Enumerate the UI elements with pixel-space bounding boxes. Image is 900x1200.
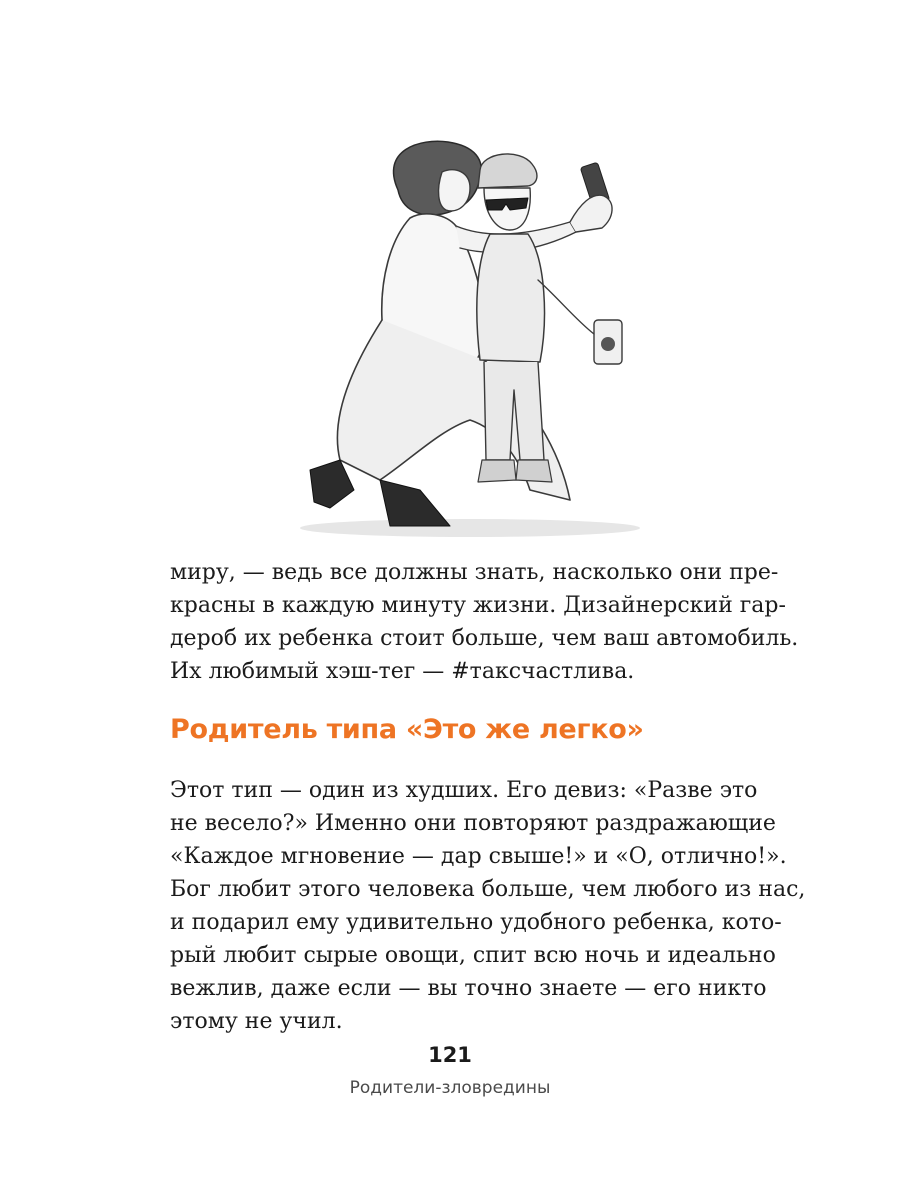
ground-shadow [300, 519, 640, 537]
text-line: этому не учил. [170, 1009, 343, 1034]
text-line: вежлив, даже если — вы точно знаете — его никто [170, 976, 767, 1001]
text-line: не весело?» Именно они повторяют раздражающие [170, 811, 776, 836]
child-body [477, 234, 545, 362]
text-line: Этот тип — один из худших. Его девиз: «Разве это [170, 778, 758, 803]
mother-child-selfie-illustration [270, 130, 650, 540]
mother-heel-left [310, 460, 354, 508]
body-paragraph-2 [170, 774, 806, 1038]
child-arm [538, 280, 594, 334]
body-paragraph-1 [170, 556, 799, 688]
text-line: миру, — ведь все должны знать, насколько они пре- [170, 560, 779, 585]
text-line: рый любит сырые овощи, спит всю ночь и идеально [170, 943, 776, 968]
child-hat [478, 154, 537, 188]
coffee-logo [601, 337, 615, 351]
child-sandals [478, 460, 552, 482]
running-footer: Родители-зловредины [349, 1078, 551, 1098]
text-line: и подарил ему удивительно удобного ребенка, кото- [170, 910, 782, 935]
text-line: Их любимый хэш-тег — #таксчастлива. [170, 659, 635, 684]
text-line: Бог любит этого человека больше, чем любого из нас, [170, 877, 806, 902]
mother-hand [570, 195, 612, 232]
text-line: дероб их ребенка стоит больше, чем ваш автомобиль. [170, 626, 799, 651]
text-line: «Каждое мгновение — дар свыше!» и «О, отлично!». [170, 844, 787, 869]
page-number: 121 [428, 1043, 472, 1067]
mother-heel-right [380, 480, 450, 526]
text-line: красны в каждую минуту жизни. Дизайнерский гар- [170, 593, 786, 618]
section-heading: Родитель типа «Это же легко» [170, 714, 644, 745]
mother-face [439, 170, 470, 211]
